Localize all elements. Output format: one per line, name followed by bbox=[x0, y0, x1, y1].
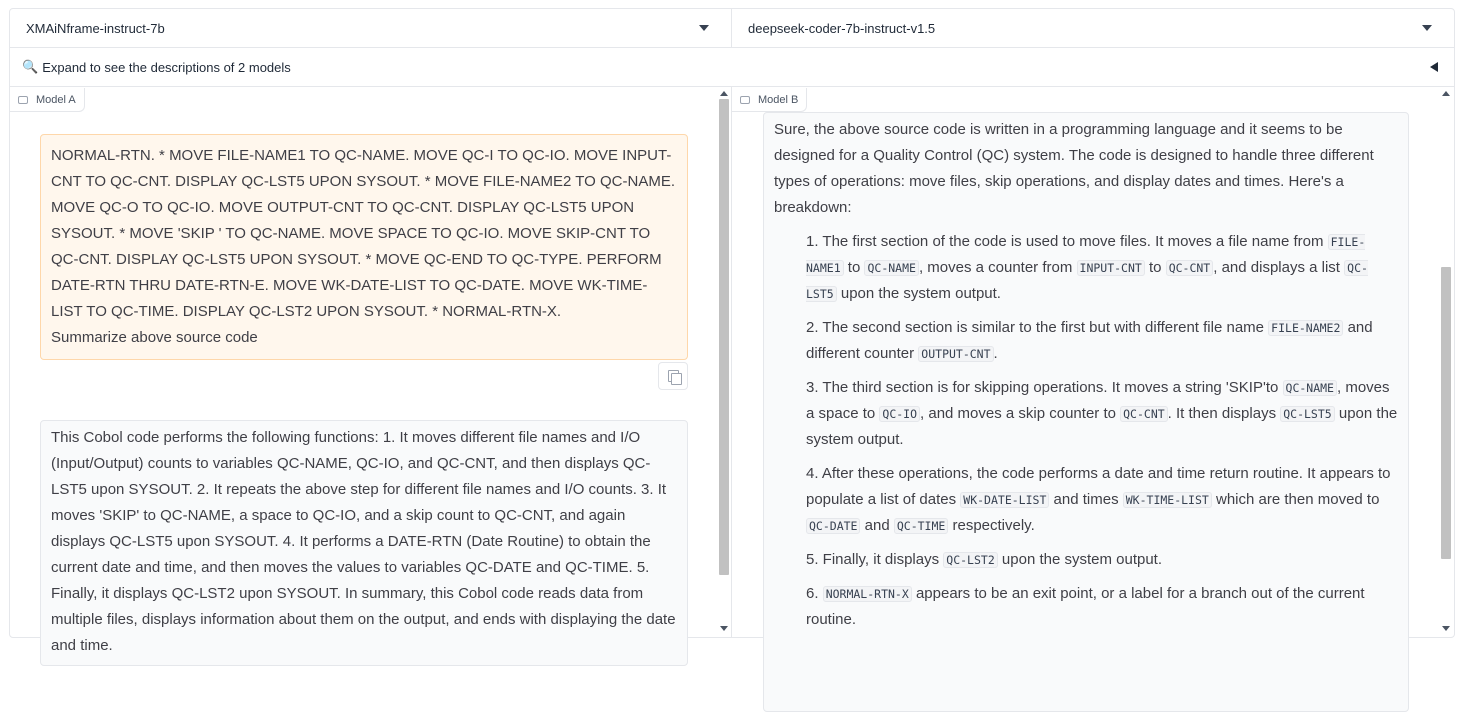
list-item: 3. The third section is for skipping operations. It moves a string 'SKIP'to QC-NAME , moves a space to QC-IO , and moves a skip counter to QC-CNT . It then displays QC-LST5 upon the system output. bbox=[806, 379, 1398, 448]
model-b-response bbox=[763, 112, 1409, 712]
model-b-intro: Sure, the above source code is written in a programming language and it seems to be designed for a Quality Control (QC) system. The code is designed to handle three different types of operations: move files, skip operations, and display dates and times. Here's a breakdown: bbox=[774, 121, 1374, 216]
inline-code: QC-NAME bbox=[1283, 380, 1337, 396]
inline-code: QC-DATE bbox=[806, 518, 860, 534]
inline-code: INPUT-CNT bbox=[1077, 260, 1145, 276]
arena-frame bbox=[9, 8, 1455, 654]
chevron-down-icon[interactable] bbox=[1422, 25, 1432, 31]
inline-code: QC-CNT bbox=[1120, 406, 1168, 422]
model-b-name: deepseek-coder-7b-instruct-v1.5 bbox=[748, 21, 936, 36]
scroll-up-icon[interactable] bbox=[720, 91, 728, 96]
model-a-label-text: Model A bbox=[36, 93, 76, 106]
inline-code: NORMAL-RTN-X bbox=[823, 586, 912, 602]
inline-code: QC-LST5 bbox=[806, 261, 1368, 301]
chatbot-model-a bbox=[10, 87, 732, 654]
copy-icon[interactable] bbox=[658, 362, 688, 390]
scrollbar-thumb[interactable] bbox=[719, 99, 729, 575]
inline-code: OUTPUT-CNT bbox=[918, 346, 993, 362]
list-item: 5. Finally, it displays QC-LST2 upon the system output. bbox=[806, 551, 1163, 568]
model-selector-row bbox=[10, 9, 1454, 48]
chevron-down-icon[interactable] bbox=[699, 25, 709, 31]
user-message-instruction: Summarize above source code bbox=[51, 329, 258, 346]
chat-icon bbox=[18, 96, 28, 104]
inline-code: QC-TIME bbox=[894, 518, 948, 534]
inline-code: FILE-NAME1 bbox=[806, 235, 1366, 275]
user-message bbox=[40, 134, 688, 360]
inline-code: FILE-NAME2 bbox=[1268, 320, 1343, 336]
user-message-code: NORMAL-RTN. * MOVE FILE-NAME1 TO QC-NAME. MOVE QC-I TO QC-IO. MOVE INPUT-CNT TO QC-CNT. DISPLAY QC-LST5 UPON SYSOUT. * MOVE FILE-NAME2 TO QC-NAME. MOVE QC-O TO QC-IO. MOVE OUTPUT-CNT TO QC-CNT. DISPLAY QC-LST5 UPON SYSOUT. * MOVE 'SKIP ' TO QC-NAME. MOVE SPACE TO QC-IO. MOVE SKIP-CNT TO QC-CNT. DISPLAY QC-LST5 UPON SYSOUT. * MOVE QC-END TO QC-TYPE. PERFORM DATE-RTN THRU DATE-RTN-E. MOVE WK-DATE-LIST TO QC-DATE. MOVE WK-TIME-LIST TO QC-TIME. DISPLAY QC-LST2 UPON SYSOUT. * NORMAL-RTN-X. bbox=[51, 147, 676, 320]
search-icon: 🔍 bbox=[22, 59, 39, 74]
scrollbar[interactable] bbox=[718, 87, 730, 637]
scroll-up-icon[interactable] bbox=[1442, 91, 1450, 96]
inline-code: WK-DATE-LIST bbox=[960, 492, 1049, 508]
inline-code: QC-LST5 bbox=[1280, 406, 1334, 422]
model-a-name: XMAiNframe-instruct-7b bbox=[26, 21, 165, 36]
scroll-down-icon[interactable] bbox=[1442, 626, 1450, 631]
list-item: 6. NORMAL-RTN-X appears to be an exit point, or a label for a branch out of the current routine. bbox=[806, 585, 1365, 628]
accordion-label: Expand to see the descriptions of 2 models bbox=[42, 59, 291, 75]
inline-code: QC-NAME bbox=[864, 260, 918, 276]
model-a-response: This Cobol code performs the following functions: 1. It moves different file names and I/O (Input/Output) counts to variables QC-NAME, QC-IO, and QC-CNT, and then displays QC-LST5 upon SYSOUT. 2. It repeats the above step for different file names and I/O counts. 3. It moves 'SKIP' to QC-NAME, a space to QC-IO, and a skip count to QC-CNT, and again displays QC-LST5 upon SYSOUT. 4. It performs a DATE-RTN (Date Routine) to obtain the current date and time, and then moves the values to variables QC-DATE and QC-TIME. 5. Finally, it displays QC-LST2 upon SYSOUT. In summary, this Cobol code reads data from multiple files, displays information about them on the output, and ends with displaying the date and time. bbox=[40, 420, 688, 666]
list-item: 1. The first section of the code is used to move files. It moves a file name from FILE-NAME1 to QC-NAME , moves a counter from INPUT-CNT to QC-CNT , and displays a list QC-LST5 upon the system output. bbox=[806, 233, 1368, 302]
chat-icon bbox=[740, 96, 750, 104]
scroll-down-icon[interactable] bbox=[720, 626, 728, 631]
inline-code: QC-CNT bbox=[1166, 260, 1214, 276]
inline-code: WK-TIME-LIST bbox=[1123, 492, 1212, 508]
model-a-label bbox=[10, 88, 85, 112]
inline-code: QC-IO bbox=[879, 406, 920, 422]
list-item: 2. The second section is similar to the first but with different file name FILE-NAME2 and different counter OUTPUT-CNT . bbox=[806, 319, 1373, 362]
model-b-label-text: Model B bbox=[758, 93, 799, 106]
model-b-list bbox=[774, 229, 1398, 633]
chatbot-model-b bbox=[732, 87, 1454, 637]
model-b-label bbox=[732, 88, 807, 112]
scrollbar[interactable] bbox=[1440, 87, 1452, 637]
model-b-dropdown[interactable] bbox=[732, 9, 1454, 48]
model-descriptions-accordion[interactable] bbox=[10, 48, 1454, 87]
scrollbar-thumb[interactable] bbox=[1441, 267, 1451, 559]
model-a-dropdown[interactable] bbox=[10, 9, 732, 48]
inline-code: QC-LST2 bbox=[943, 552, 997, 568]
list-item: 4. After these operations, the code performs a date and time return routine. It appears to populate a list of dates WK-DATE-LIST and times WK-TIME-LIST which are then moved to QC-DATE and QC-TIME respectively. bbox=[806, 465, 1391, 534]
caret-left-icon[interactable] bbox=[1430, 62, 1438, 72]
